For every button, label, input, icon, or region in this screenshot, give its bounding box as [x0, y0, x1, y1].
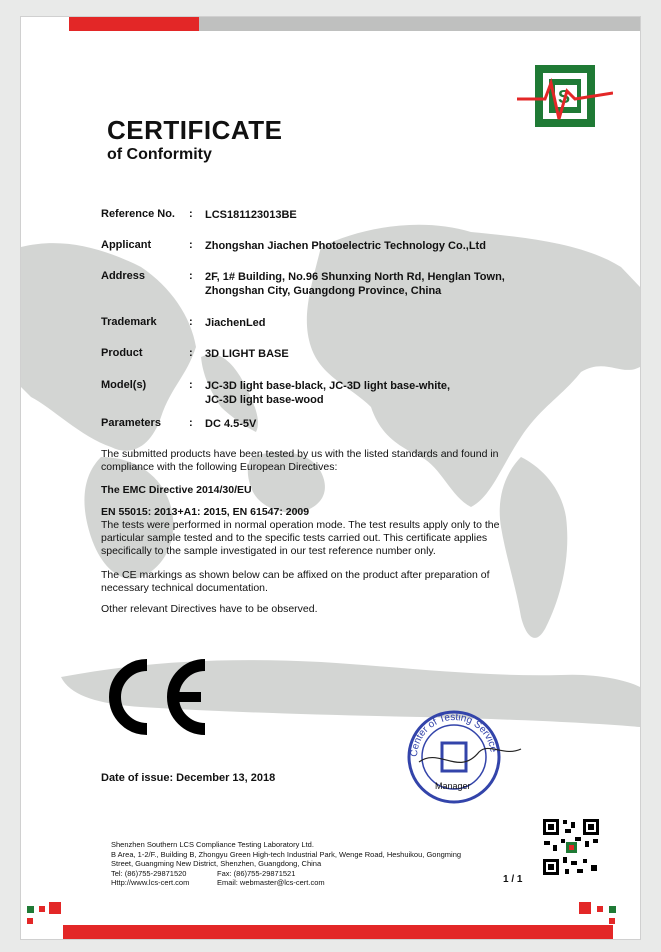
tests-line-1: The tests were performed in normal operation mode. The test results apply only to the	[101, 519, 500, 531]
field-value-line2: Zhongshan City, Guangdong Province, China	[205, 285, 442, 297]
lab-email[interactable]: Email: webmaster@lcs-cert.com	[217, 878, 325, 888]
ce-line-1: The CE markings as shown below can be affixed on the product after preparation of	[101, 569, 490, 581]
directive-name: The EMC Directive 2014/30/EU	[101, 484, 252, 496]
field-label: Product	[101, 347, 143, 359]
field-value: JiachenLed	[205, 317, 266, 329]
qr-code	[541, 817, 601, 877]
field-value: JC-3D light base-black, JC-3D light base-white,	[205, 380, 451, 392]
field-colon: :	[189, 379, 193, 391]
field-label: Applicant	[101, 239, 152, 251]
field-value: 3D LIGHT BASE	[205, 348, 289, 360]
field-label: Parameters	[101, 417, 161, 429]
lab-address-1: B Area, 1-2/F., Building B, Zhongyu Green High-tech Industrial Park, Wenge Road, Heshuikou, Gongming	[111, 849, 462, 859]
tested-paragraph	[101, 448, 541, 474]
ce-mark	[101, 657, 211, 737]
page-number: 1 / 1	[503, 874, 523, 885]
field-label: Trademark	[101, 316, 157, 328]
field-colon: :	[189, 347, 193, 359]
lcs-logo	[517, 61, 613, 131]
lab-fax: Fax: (86)755-29871521	[217, 868, 296, 878]
standards-list: EN 55015: 2013+A1: 2015, EN 61547: 2009	[101, 506, 310, 518]
ce-paragraph	[101, 569, 541, 595]
logo-letters: S	[558, 87, 571, 107]
stamp-manager-text: Manager	[435, 781, 471, 791]
tested-line-1: The submitted products have been tested by us with the listed standards and found in	[101, 448, 499, 460]
lab-website[interactable]: Http://www.lcs-cert.com	[111, 878, 190, 888]
field-value-line2: JC-3D light base-wood	[205, 394, 324, 406]
top-red-bar	[69, 17, 199, 31]
field-value: Zhongshan Jiachen Photoelectric Technology Co.,Ltd	[205, 240, 486, 252]
lab-footer	[111, 840, 521, 888]
certificate-subtitle: of Conformity	[107, 146, 212, 163]
field-colon: :	[189, 270, 193, 282]
tested-line-2: compliance with the following European Directives:	[101, 461, 338, 473]
other-directives: Other relevant Directives have to be observed.	[101, 603, 318, 615]
tests-paragraph	[101, 519, 541, 558]
field-value: DC 4.5-5V	[205, 418, 257, 430]
field-colon: :	[189, 417, 193, 429]
field-label: Address	[101, 270, 146, 282]
lab-name: Shenzhen Southern LCS Compliance Testing Laboratory Ltd.	[111, 840, 314, 849]
tests-line-3: specifically to the sample investigated in our test reference number only.	[101, 545, 436, 557]
tests-line-2: particular sample tested and to the specific tests carried out. This certificate applies	[101, 532, 488, 544]
ce-line-2: necessary technical documentation.	[101, 582, 268, 594]
top-gray-bar	[199, 17, 640, 31]
lab-tel: Tel: (86)755-29871520	[111, 868, 187, 878]
field-colon: :	[189, 208, 193, 220]
field-colon: :	[189, 239, 193, 251]
field-label: Model(s)	[101, 379, 147, 391]
field-value: LCS181123013BE	[205, 209, 297, 221]
field-label: Reference No.	[101, 208, 175, 220]
field-colon: :	[189, 316, 193, 328]
date-of-issue: Date of issue: December 13, 2018	[101, 772, 276, 784]
certificate-title: CERTIFICATE	[107, 115, 283, 145]
certificate-sheet	[20, 16, 641, 940]
inspection-stamp	[399, 707, 529, 807]
bottom-red-bar	[63, 925, 613, 939]
stamp-top-text: Center of Testing Service	[408, 711, 499, 758]
lab-address-2: Street, Guangming New District, Shenzhen, Guangdong, China	[111, 859, 322, 869]
field-value: 2F, 1# Building, No.96 Shunxing North Rd, Henglan Town,	[205, 271, 505, 283]
